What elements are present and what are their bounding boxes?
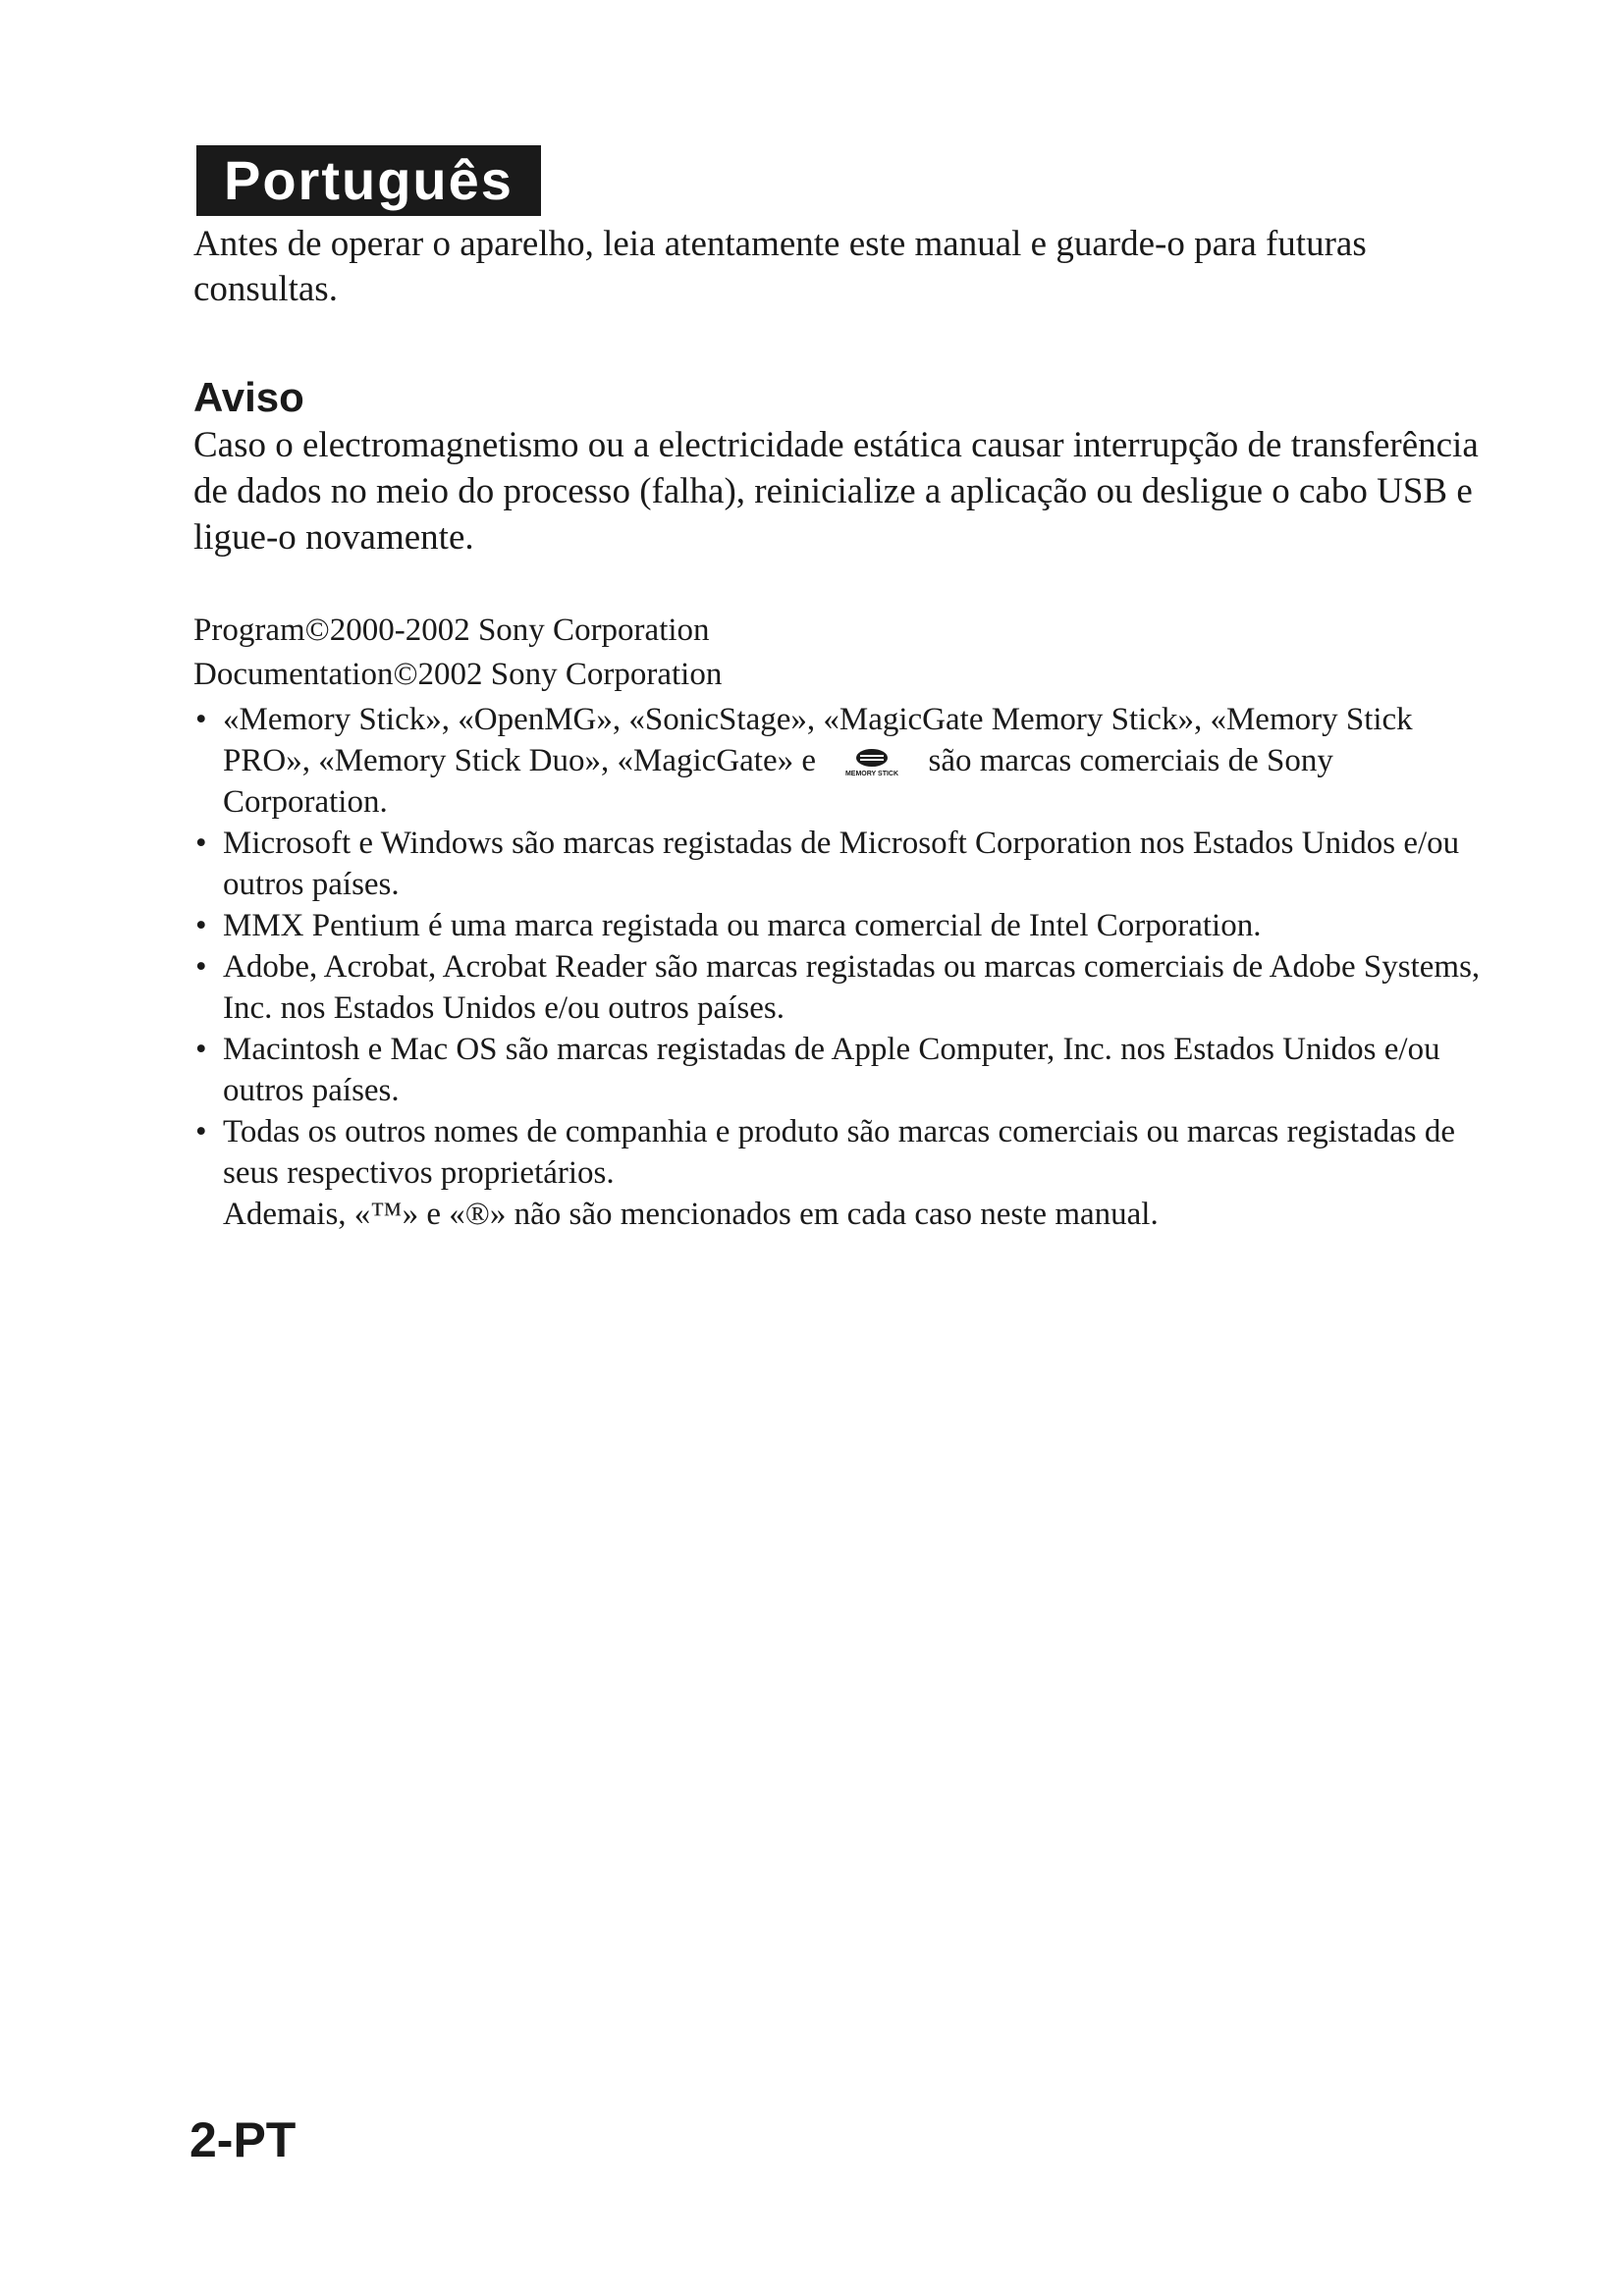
svg-text:MEMORY STICK: MEMORY STICK [845,771,899,778]
bullet-icon: • [195,1032,207,1067]
bullet-icon: • [195,1114,207,1149]
warning-heading: Aviso [193,374,304,420]
language-tab: Português [196,145,541,216]
bullet-icon: • [195,949,207,985]
trademark-text: Adobe, Acrobat, Acrobat Reader são marcas registadas ou marcas comerciais de Adobe Systems, Inc. nos Estados Unidos e/ou outros países. [223,949,1481,1026]
copyright-block [193,609,722,697]
list-item [193,1029,1489,1111]
trademark-text: Todas os outros nomes de companhia e produto são marcas comerciais ou marcas registadas de seus respectivos proprietários. [223,1114,1455,1191]
trademark-text: são marcas comerciais de Sony Corporation. [223,743,1333,820]
list-item [193,823,1489,905]
intro-paragraph: Antes de operar o aparelho, leia atentamente este manual e guarde-o para futuras consultas. [193,224,1367,309]
page-number: 2-PT [189,2112,297,2167]
trademark-addendum: Ademais, «™» e «®» não são mencionados em cada caso neste manual. [223,1197,1159,1232]
program-copyright: Program©2000-2002 Sony Corporation [193,613,710,648]
list-item [193,1111,1489,1194]
bullet-icon: • [195,702,207,737]
bullet-icon: • [195,908,207,943]
warning-paragraph: Caso o electromagnetismo ou a electricidade estática causar interrupção de transferência de dados no meio do processo (falha), reinicialize a aplicação ou desligue o cabo USB e ligue-o novamente. [193,425,1479,558]
memory-stick-logo-icon [828,746,916,779]
trademark-text: MMX Pentium é uma marca registada ou marca comercial de Intel Corporation. [223,908,1262,943]
trademark-text: «Memory Stick», «OpenMG», «SonicStage», «MagicGate Memory Stick», «Memory Stick PRO», «Memory Stick Duo», «MagicGate» e [223,702,1413,778]
bullet-icon: • [195,826,207,861]
list-item [193,699,1489,823]
list-item [193,905,1489,946]
trademark-list [193,699,1489,1235]
trademark-text: Microsoft e Windows são marcas registadas de Microsoft Corporation nos Estados Unidos e/ou outros países. [223,826,1460,902]
list-item [193,946,1489,1029]
trademark-text: Macintosh e Mac OS são marcas registadas de Apple Computer, Inc. nos Estados Unidos e/ou outros países. [223,1032,1440,1108]
documentation-copyright: Documentation©2002 Sony Corporation [193,657,723,692]
